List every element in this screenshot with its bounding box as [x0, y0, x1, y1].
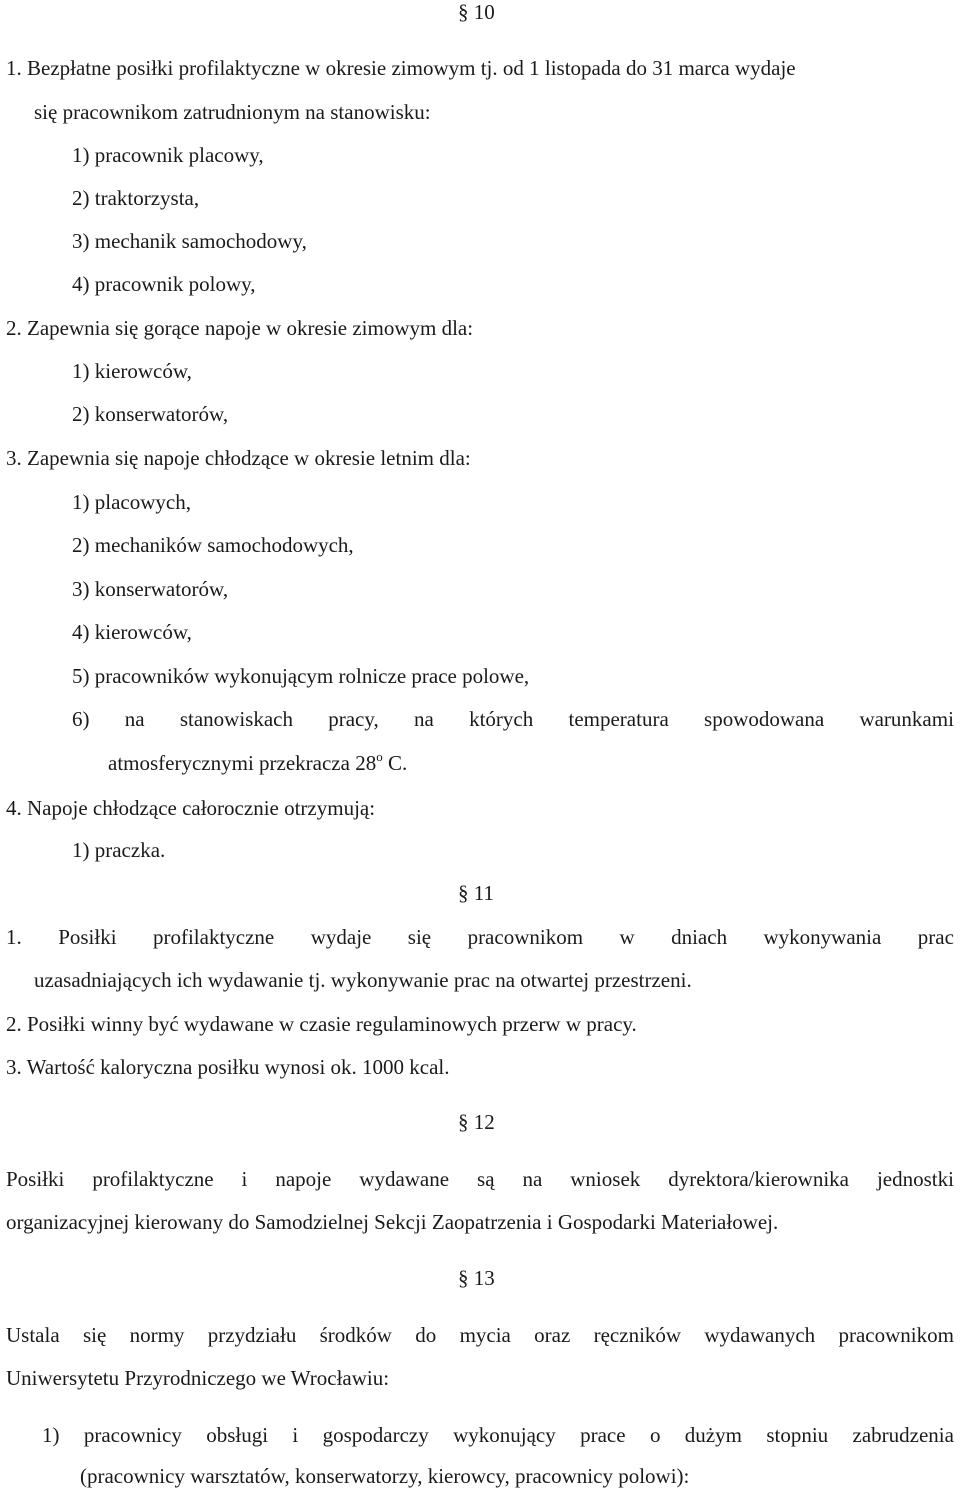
- word: wydawanych: [704, 1323, 816, 1347]
- word: pracownicy: [83, 1423, 182, 1447]
- s10-p1-item-1: 1) pracownik placowy,: [72, 143, 264, 167]
- s10-p3-item-2: 2) mechaników samochodowych,: [72, 533, 354, 557]
- word: wniosek: [570, 1167, 641, 1191]
- word: dniach: [671, 925, 728, 949]
- s13-item-1-line1: [42, 1423, 954, 1447]
- word: Posiłki: [58, 925, 117, 949]
- word: dyrektora/kierownika: [668, 1167, 849, 1191]
- s10-p2-text: Zapewnia się gorące napoje w okresie zimowym dla:: [27, 316, 474, 340]
- s10-p1-item-3: 3) mechanik samochodowy,: [72, 229, 307, 253]
- word: pracownikom: [838, 1323, 954, 1347]
- word: zabrudzenia: [852, 1423, 954, 1447]
- word: pracy,: [328, 707, 379, 731]
- word: się: [82, 1323, 107, 1347]
- item6-text: atmosferycznymi przekracza 28: [108, 751, 377, 775]
- s10-p1-line2: się pracownikom zatrudnionym na stanowisku:: [34, 100, 431, 124]
- word: warunkami: [859, 707, 954, 731]
- s10-p1-number: 1.: [6, 56, 22, 80]
- s10-p4-number: 4.: [6, 796, 22, 820]
- s10-p3-line: [6, 446, 471, 470]
- word: się: [407, 925, 432, 949]
- word: obsługi: [206, 1423, 269, 1447]
- s10-p3-item-3: 3) konserwatorów,: [72, 577, 229, 601]
- word: normy: [129, 1323, 185, 1347]
- s10-p1-text: Bezpłatne posiłki profilaktyczne w okresie zimowym tj. od 1 listopada do 31 marca wydaje: [27, 56, 796, 80]
- word: przydziału: [207, 1323, 297, 1347]
- word: o: [649, 1423, 661, 1447]
- s12-line1: [6, 1167, 954, 1191]
- s11-p1-line2: uzasadniających ich wydawanie tj. wykonywanie prac na otwartej przestrzeni.: [34, 968, 692, 992]
- word: prace: [580, 1423, 626, 1447]
- s11-p2-number: 2.: [6, 1012, 22, 1036]
- word: oraz: [534, 1323, 571, 1347]
- s10-p3-item-5: 5) pracowników wykonującym rolnicze prace polowe,: [72, 664, 530, 688]
- s11-p1-line1: [6, 925, 954, 949]
- s10-p3-number: 3.: [6, 446, 22, 470]
- word: jednostki: [876, 1167, 954, 1191]
- s10-p2-number: 2.: [6, 316, 22, 340]
- s11-p2-line: [6, 1012, 637, 1036]
- s13-line1: [6, 1323, 954, 1347]
- word: 1): [42, 1423, 60, 1447]
- section-11-heading: § 11: [458, 881, 494, 905]
- word: na: [414, 707, 434, 731]
- s10-p2-line: [6, 316, 473, 340]
- word: i: [292, 1423, 299, 1447]
- word: profilaktyczne: [92, 1167, 214, 1191]
- degree-superscript: o: [376, 749, 383, 764]
- s10-p4-text: Napoje chłodzące całorocznie otrzymują:: [27, 796, 376, 820]
- word: napoje: [275, 1167, 332, 1191]
- word: wydaje: [310, 925, 372, 949]
- s11-p1-number: 1.: [6, 925, 22, 949]
- word: spowodowana: [704, 707, 825, 731]
- word: stopniu: [766, 1423, 829, 1447]
- word: Posiłki: [6, 1167, 65, 1191]
- word: na: [124, 707, 145, 731]
- item6-unit: C.: [382, 751, 408, 775]
- word: środków: [319, 1323, 392, 1347]
- word: wykonywania: [763, 925, 882, 949]
- s10-p3-item-6-line1: [72, 707, 954, 731]
- word: dużym: [684, 1423, 742, 1447]
- word: są: [477, 1167, 495, 1191]
- word: na: [522, 1167, 543, 1191]
- word: wykonujący: [453, 1423, 556, 1447]
- word: pracownikom: [467, 925, 584, 949]
- s11-p3-text: Wartość kaloryczna posiłku wynosi ok. 1000 kcal.: [26, 1055, 450, 1079]
- word: temperatura: [568, 707, 669, 731]
- s10-p4-line: [6, 796, 375, 820]
- s10-p3-item-6-line2: [108, 751, 407, 775]
- s11-p2-text: Posiłki winny być wydawane w czasie regulaminowych przerw w pracy.: [27, 1012, 637, 1036]
- word: stanowiskach: [179, 707, 293, 731]
- s10-p2-item-1: 1) kierowców,: [72, 359, 192, 383]
- word: prac: [917, 925, 954, 949]
- word: wydawane: [359, 1167, 450, 1191]
- s11-p3-line: [6, 1055, 450, 1079]
- section-13-heading: § 13: [458, 1266, 495, 1290]
- word: Ustala: [6, 1323, 60, 1347]
- s10-p1-line1: [6, 56, 796, 80]
- s10-p3-item-1: 1) placowych,: [72, 490, 191, 514]
- word: w: [619, 925, 635, 949]
- s13-line2: Uniwersytetu Przyrodniczego we Wrocławiu:: [6, 1366, 390, 1390]
- word: profilaktyczne: [152, 925, 275, 949]
- word: których: [469, 707, 534, 731]
- word: mycia: [459, 1323, 511, 1347]
- s10-p4-item-1: 1) praczka.: [72, 838, 166, 862]
- section-12-heading: § 12: [458, 1110, 495, 1134]
- s10-p1-item-4: 4) pracownik polowy,: [72, 272, 256, 296]
- s10-p3-text: Zapewnia się napoje chłodzące w okresie letnim dla:: [27, 446, 471, 470]
- word: 6): [72, 707, 90, 731]
- s12-line2: organizacyjnej kierowany do Samodzielnej Sekcji Zaopatrzenia i Gospodarki Materiałowej.: [6, 1210, 779, 1234]
- section-10-heading: § 10: [458, 0, 495, 24]
- word: do: [415, 1323, 437, 1347]
- s11-p3-number: 3.: [6, 1055, 22, 1079]
- word: i: [241, 1167, 248, 1191]
- s10-p2-item-2: 2) konserwatorów,: [72, 402, 229, 426]
- word: gospodarczy: [322, 1423, 429, 1447]
- s10-p3-item-4: 4) kierowców,: [72, 620, 192, 644]
- s13-item-1-line2: (pracownicy warsztatów, konserwatorzy, kierowcy, pracownicy polowi):: [80, 1464, 690, 1488]
- word: ręczników: [593, 1323, 682, 1347]
- s10-p1-item-2: 2) traktorzysta,: [72, 186, 200, 210]
